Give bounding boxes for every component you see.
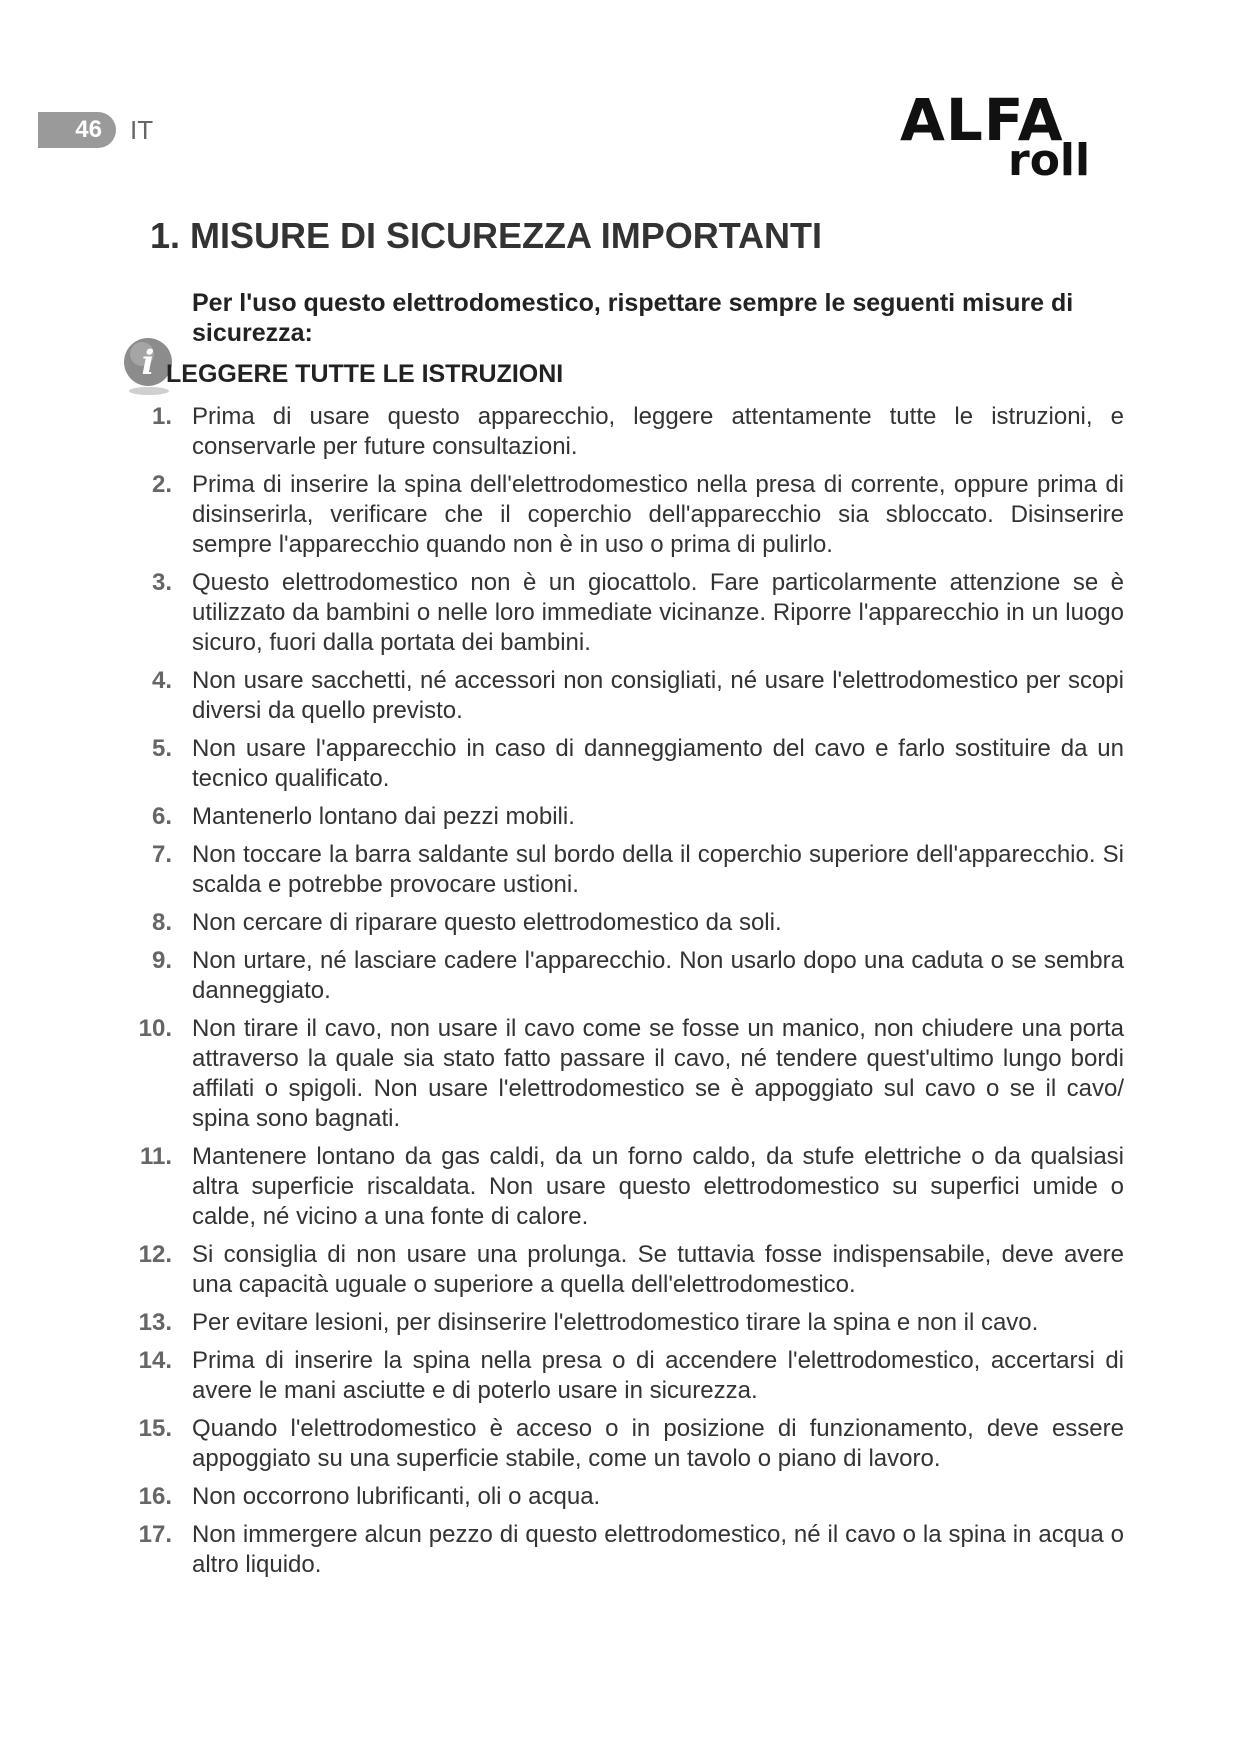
instruction-number: 11. [139, 1143, 172, 1170]
brand-logo [900, 88, 1120, 188]
instruction-number: 13. [138, 1309, 172, 1336]
instruction-item [120, 1240, 1124, 1300]
instruction-item [120, 840, 1124, 900]
instruction-number: 10. [138, 1015, 172, 1042]
instruction-text: Non occorrono lubrificanti, oli o acqua. [192, 1483, 601, 1510]
instruction-text: Non tirare il cavo, non usare il cavo come se fosse un manico, non chiudere una porta attraverso la quale sia stato fatto passare il cavo, né tendere quest'ultimo lungo bordi affilati o spigoli. Non usare l'elettrodomestico se è appoggiato sul cavo o se il cavo/ spina sono bagnati. [192, 1015, 1124, 1132]
instruction-number: 12. [138, 1241, 172, 1268]
instruction-number: 6. [151, 803, 172, 830]
instruction-number: 7. [151, 841, 172, 868]
instruction-number: 17. [138, 1521, 172, 1548]
instruction-text: Non toccare la barra saldante sul bordo della il coperchio superiore dell'apparecchio. Si scalda e potrebbe provocare ustioni. [192, 841, 1124, 898]
instruction-number: 4. [151, 667, 172, 694]
instruction-number: 15. [138, 1415, 172, 1442]
page-number-badge [38, 112, 116, 148]
instruction-number: 9. [151, 947, 172, 974]
intro-line-1: Per l'uso questo elettrodomestico, rispettare sempre le seguenti misure di [192, 289, 1074, 317]
instruction-item [120, 802, 1124, 832]
instruction-text: Non immergere alcun pezzo di questo elettrodomestico, né il cavo o la spina in acqua o altro liquido. [192, 1521, 1124, 1578]
instruction-text: Per evitare lesioni, per disinserire l'elettrodomestico tirare la spina e non il cavo. [192, 1309, 1039, 1336]
instruction-item [120, 1346, 1124, 1406]
section-title: 1. MISURE DI SICUREZZA IMPORTANTI [150, 215, 823, 256]
instruction-text: Quando l'elettrodomestico è acceso o in posizione di funzionamento, deve essere appoggiato su una superficie stabile, come un tavolo o piano di lavoro. [192, 1415, 1124, 1472]
instruction-item [120, 1308, 1124, 1338]
intro-line-2: sicurezza: [192, 319, 313, 347]
instruction-text: Non usare sacchetti, né accessori non consigliati, né usare l'elettrodomestico per scopi diversi da quello previsto. [192, 667, 1124, 724]
instruction-item [120, 1414, 1124, 1474]
instruction-item [120, 666, 1124, 726]
instruction-number: 1. [151, 403, 172, 430]
instruction-list [120, 402, 1124, 1588]
instruction-item [120, 470, 1124, 560]
svg-text:i: i [141, 343, 155, 383]
language-code: IT [130, 115, 154, 145]
instruction-number: 16. [138, 1483, 172, 1510]
instruction-text: Non urtare, né lasciare cadere l'apparecchio. Non usarlo dopo una caduta o se sembra danneggiato. [192, 947, 1124, 1004]
logo-text-roll: roll [1008, 135, 1091, 186]
instruction-item [120, 1482, 1124, 1512]
instruction-number: 5. [151, 735, 172, 762]
instruction-item [120, 946, 1124, 1006]
instruction-text: Mantenerlo lontano dai pezzi mobili. [192, 803, 575, 830]
instruction-text: Prima di inserire la spina dell'elettrodomestico nella presa di corrente, oppure prima di disinserirla, verificare che il coperchio dell'apparecchio sia sbloccato. Disinserire sempre l'apparecchio quando non è in uso o prima di pulirlo. [192, 471, 1124, 558]
instruction-item [120, 908, 1124, 938]
instruction-text: Mantenere lontano da gas caldi, da un forno caldo, da stufe elettriche o da qualsiasi altra superficie riscaldata. Non usare questo elettrodomestico su superfici umide o calde, né vicino a una fonte di calore. [192, 1143, 1124, 1230]
instruction-number: 14. [138, 1347, 172, 1374]
instruction-text: Questo elettrodomestico non è un giocattolo. Fare particolarmente attenzione se è utilizzato da bambini o nelle loro immediate vicinanze. Riporre l'apparecchio in un luogo sicuro, fuori dalla portata dei bambini. [192, 569, 1124, 656]
instruction-item [120, 402, 1124, 462]
instruction-item [120, 1014, 1124, 1134]
instruction-number: 3. [151, 569, 172, 596]
subheading-read-instructions: LEGGERE TUTTE LE ISTRUZIONI [166, 360, 564, 388]
instruction-text: Prima di inserire la spina nella presa o di accendere l'elettrodomestico, accertarsi di avere le mani asciutte e di poterlo usare in sicurezza. [192, 1347, 1124, 1404]
page-number: 46 [75, 116, 102, 143]
logo-text-alfa: ALFA [900, 86, 1064, 154]
instruction-number: 2. [151, 471, 172, 498]
instruction-text: Si consiglia di non usare una prolunga. Se tuttavia fosse indispensabile, deve avere una capacità uguale o superiore a quella dell'elettrodomestico. [192, 1241, 1124, 1298]
instruction-item [120, 1520, 1124, 1580]
instruction-number: 8. [151, 909, 172, 936]
intro-text [192, 288, 1122, 348]
instruction-text: Non cercare di riparare questo elettrodomestico da soli. [192, 909, 782, 936]
instruction-item [120, 734, 1124, 794]
instruction-text: Non usare l'apparecchio in caso di danneggiamento del cavo e farlo sostituire da un tecnico qualificato. [192, 735, 1124, 792]
instruction-text: Prima di usare questo apparecchio, leggere attentamente tutte le istruzioni, e conservarle per future consultazioni. [192, 403, 1124, 460]
instruction-item [120, 1142, 1124, 1232]
instruction-item [120, 568, 1124, 658]
